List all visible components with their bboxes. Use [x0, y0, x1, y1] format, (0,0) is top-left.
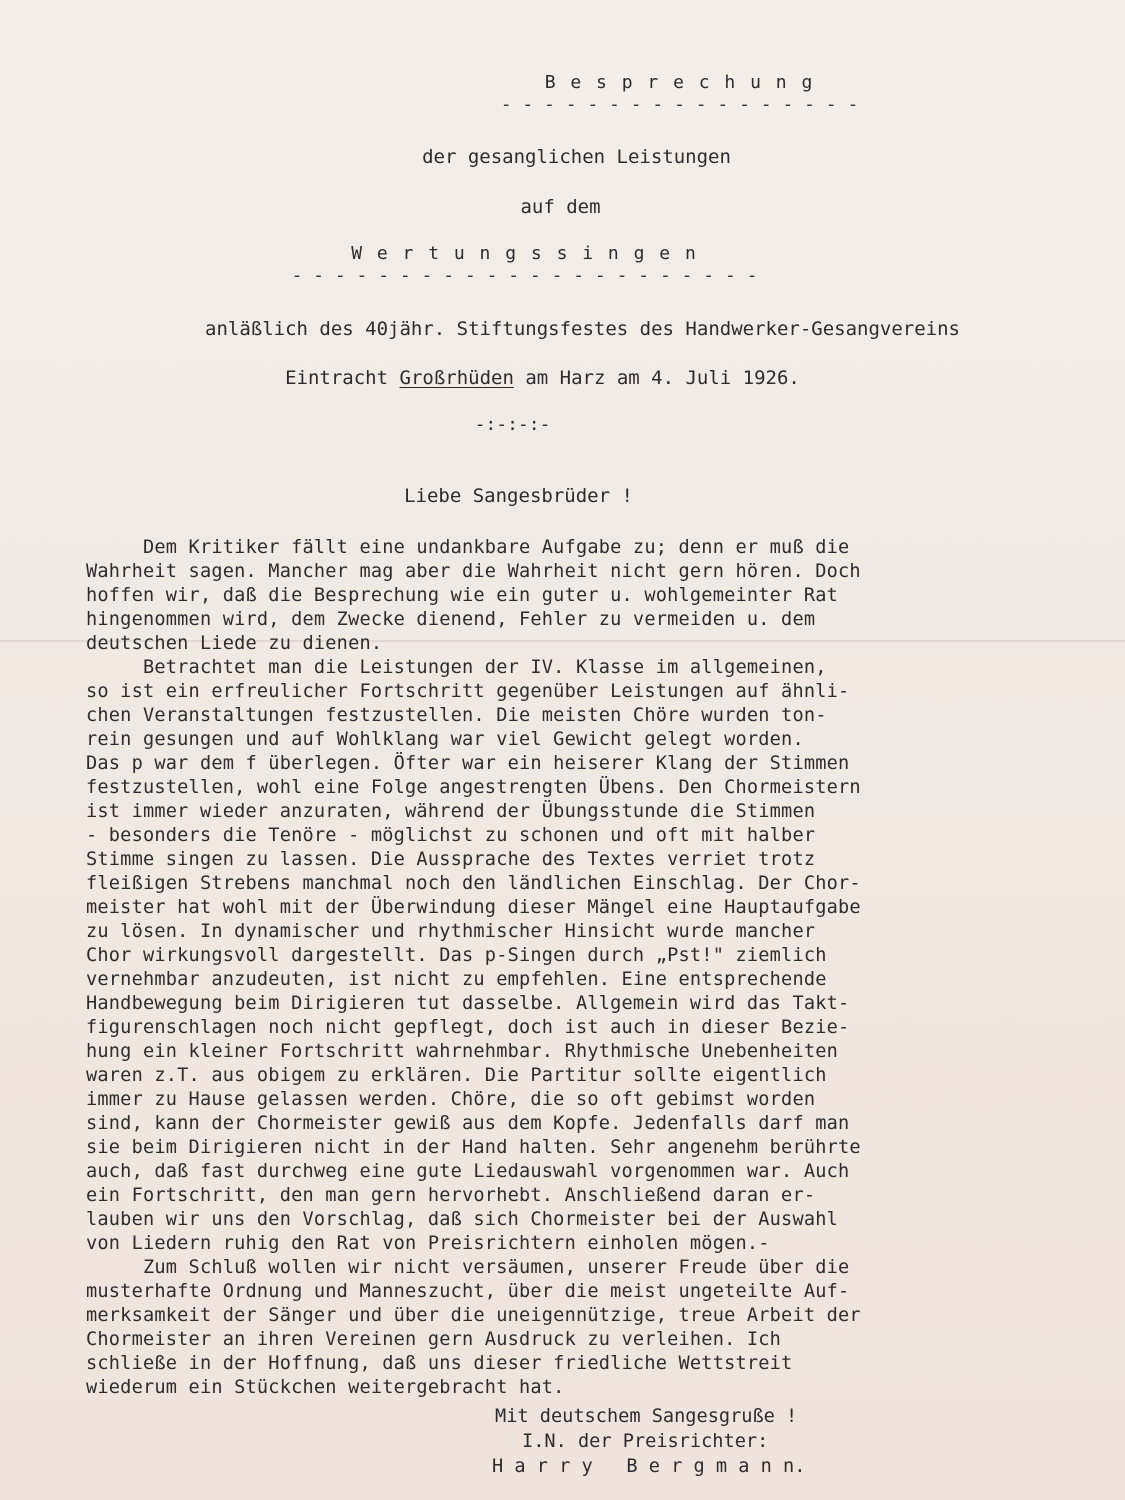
body-line: lauben wir uns den Vorschlag, daß sich Chormeister bei der Auswahl [86, 1209, 839, 1230]
document-title-2: W e r t u n g s s i n g e n [351, 243, 698, 264]
signature-name: H a r r y B e r g m a n n. [492, 1456, 806, 1477]
body-line: Wahrheit sagen. Mancher mag aber die Wahrheit nicht gern hören. Doch [86, 561, 861, 582]
body-line: sind, kann der Chormeister gewiß aus dem Kopfe. Jedenfalls darf man [86, 1113, 850, 1134]
occasion-line-2: Eintracht Großrhüden am Harz am 4. Juli 1926. [285, 367, 800, 389]
body-line: Stimme singen zu lassen. Die Aussprache des Textes verriet trotz [86, 849, 816, 870]
subtitle-line-2: auf dem [520, 196, 601, 218]
closing-role: I.N. der Preisrichter: [522, 1431, 769, 1452]
body-line: Chormeister an ihren Vereinen gern Ausdruck zu verleihen. Ich [86, 1329, 782, 1350]
body-line: Zum Schluß wollen wir nicht versäumen, unserer Freude über die [86, 1257, 850, 1278]
body-line: auch, daß fast durchweg eine gute Liedauswahl vorgenommen war. Auch [86, 1161, 850, 1182]
body-line: sie beim Dirigieren nicht in der Hand halten. Sehr angenehm berührte [86, 1137, 861, 1158]
body-line: - besonders die Tenöre - möglichst zu schonen und oft mit halber [86, 825, 816, 846]
body-line: merksamkeit der Sänger und über die uneigennützige, treue Arbeit der [86, 1305, 861, 1326]
body-line: so ist ein erfreulicher Fortschritt gegenüber Leistungen auf ähnli- [86, 681, 850, 702]
document-title: B e s p r e c h u n g [544, 72, 815, 93]
body-line: musterhafte Ordnung und Manneszucht, über die meist ungeteilte Auf- [86, 1281, 850, 1302]
body-line: chen Veranstaltungen festzustellen. Die meisten Chöre wurden ton- [86, 705, 827, 726]
closing-greeting: Mit deutschem Sangesgruße ! [495, 1406, 798, 1427]
body-line: rein gesungen und auf Wohlklang war viel Gewicht gelegt worden. [86, 729, 804, 750]
body-line: Dem Kritiker fällt eine undankbare Aufgabe zu; denn er muß die [86, 537, 850, 558]
body-line: ein Fortschritt, den man gern hervorhebt. Anschließend daran er- [86, 1185, 816, 1206]
salutation: Liebe Sangesbrüder ! [404, 485, 633, 507]
body-line: figurenschlagen noch nicht gepflegt, doch ist auch in dieser Bezie- [86, 1017, 850, 1038]
body-line: festzustellen, wohl eine Folge angestrengten Übens. Den Chormeistern [86, 777, 861, 798]
body-line: ist immer wieder anzuraten, während der Übungsstunde die Stimmen [86, 801, 816, 822]
body-line: von Liedern ruhig den Rat von Preisrichtern einholen mögen.- [86, 1233, 770, 1254]
body-line: Das p war dem f überlegen. Öfter war ein heiserer Klang der Stimmen [86, 753, 850, 774]
body-line: waren z.T. aus obigem zu erklären. Die Partitur sollte eigentlich [86, 1065, 827, 1086]
body-line: fleißigen Strebens manchmal noch den ländlichen Einschlag. Der Chor- [86, 873, 861, 894]
occasion-line-1: anläßlich des 40jähr. Stiftungsfestes des Handwerker-Gesangvereins [205, 318, 960, 340]
body-line: hingenommen wird, dem Zwecke dienend, Fehler zu vermeiden u. dem [86, 609, 816, 630]
subtitle-line: der gesanglichen Leistungen [422, 146, 731, 168]
body-line: meister hat wohl mit der Überwindung dieser Mängel eine Hauptaufgabe [86, 897, 861, 918]
title2-underline: - - - - - - - - - - - - - - - - - - - - - - [291, 265, 758, 286]
body-line: Chor wirkungsvoll dargestellt. Das p-Singen durch „Pst!" ziemlich [86, 945, 827, 966]
body-line: schließe in der Hoffnung, daß uns dieser friedliche Wettstreit [86, 1353, 793, 1374]
body-line: hoffen wir, daß die Besprechung wie ein guter u. wohlgemeinter Rat [86, 585, 839, 606]
body-line: zu lösen. In dynamischer und rhythmischer Hinsicht wurde mancher [86, 921, 816, 942]
title-underline: - - - - - - - - - - - - - - - - - [500, 94, 859, 115]
body-line: immer zu Hause gelassen werden. Chöre, die so oft gebimst worden [86, 1089, 816, 1110]
body-line: vernehmbar anzudeuten, ist nicht zu empfehlen. Eine entsprechende [86, 969, 827, 990]
body-line: wiederum ein Stückchen weitergebracht hat. [86, 1377, 565, 1398]
section-divider: -:-:-:- [474, 414, 551, 435]
body-line: hung ein kleiner Fortschritt wahrnehmbar. Rhythmische Unebenheiten [86, 1041, 839, 1062]
body-line: Handbewegung beim Dirigieren tut dasselbe. Allgemein wird das Takt- [86, 993, 850, 1014]
body-line: deutschen Liede zu dienen. [86, 633, 383, 654]
body-line: Betrachtet man die Leistungen der IV. Klasse im allgemeinen, [86, 657, 827, 678]
place-name: Großrhüden [399, 367, 514, 389]
